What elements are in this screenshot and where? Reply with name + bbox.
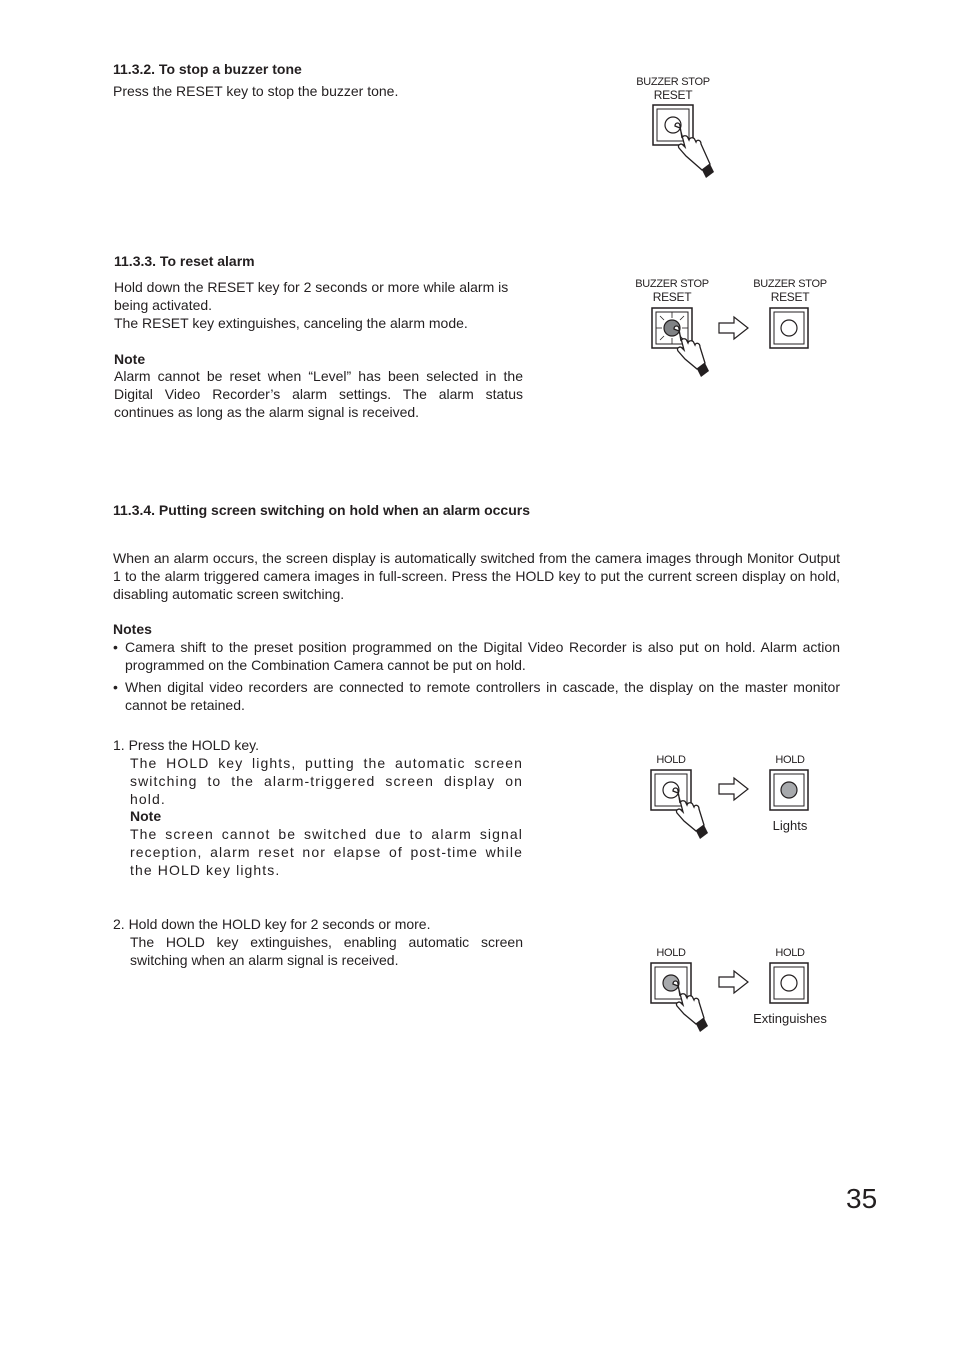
hold-key-label: HOLD [656,947,686,959]
reset-key-press-icon [652,104,732,184]
arrow-right-icon [718,969,750,995]
hold-key-label: HOLD [775,947,805,959]
section-heading-reset-alarm: 11.3.3. To reset alarm [114,253,255,269]
reset-alarm-note-text: Alarm cannot be reset when “Level” has been selected in the Digital Video Recorder’s alarm settings. The alarm status continues as long as the alarm signal is received. [114,368,523,420]
step1-title: 1. Press the HOLD key. [113,737,260,753]
step1-note-title: Note [130,808,162,824]
buzzer-text: Press the RESET key to stop the buzzer tone. [113,83,399,99]
hold-key-label: HOLD [775,754,805,766]
arrow-right-icon [718,776,750,802]
step2-text: The HOLD key extinguishes, enabling automatic screen switching when an alarm signal is received. [130,934,523,968]
hold-key-label: HOLD [656,754,686,766]
hold-intro: When an alarm occurs, the screen display is automatically switched from the camera images through Monitor Output 1 to the alarm triggered camera images in full-screen. Press the HOLD key to put the current screen display on hold, disabling automatic screen switching. [113,550,840,602]
hold-key-lit-icon [769,769,811,811]
reset-key-label-left: BUZZER STOP RESET [635,278,709,304]
bullet-icon: • [113,679,118,695]
extinguishes-caption: Extinguishes [753,1011,827,1026]
page-number: 35 [846,1183,878,1214]
reset-key-label-right: BUZZER STOP RESET [753,278,827,304]
section-heading-hold: 11.3.4. Putting screen switching on hold when an alarm occurs [113,502,530,518]
reset-key-extinguished-icon [769,307,811,349]
step2-title: 2. Hold down the HOLD key for 2 seconds or more. [113,916,431,932]
hold-note-item: • When digital video recorders are connected to remote controllers in cascade, the display on the master monitor cannot be retained. [113,679,840,713]
arrow-right-icon [718,315,750,341]
pointing-hand-icon [675,123,714,178]
bullet-icon: • [113,639,118,655]
hold-note-item: • Camera shift to the preset position programmed on the Digital Video Recorder is also put on hold. Alarm action programmed on the Combination Camera cannot be put on hold. [113,639,840,673]
step1-note-text: The screen cannot be switched due to alarm signal reception, alarm reset nor elapse of post-time while the HOLD key lights. [130,826,523,878]
reset-alarm-text-2: The RESET key extinguishes, canceling the alarm mode. [114,315,468,331]
reset-alarm-note-title: Note [114,351,146,367]
step1-text: The HOLD key lights, putting the automatic screen switching to the alarm-triggered screen display on hold. [130,755,523,807]
hold-key-extinguished-icon [769,962,811,1004]
reset-alarm-text-1: Hold down the RESET key for 2 seconds or more while alarm is being activated. [114,279,509,313]
reset-key-label: BUZZER STOP RESET [636,76,710,102]
section-heading-buzzer: 11.3.2. To stop a buzzer tone [113,61,302,77]
lights-caption: Lights [772,818,808,833]
hold-notes-title: Notes [113,621,152,637]
